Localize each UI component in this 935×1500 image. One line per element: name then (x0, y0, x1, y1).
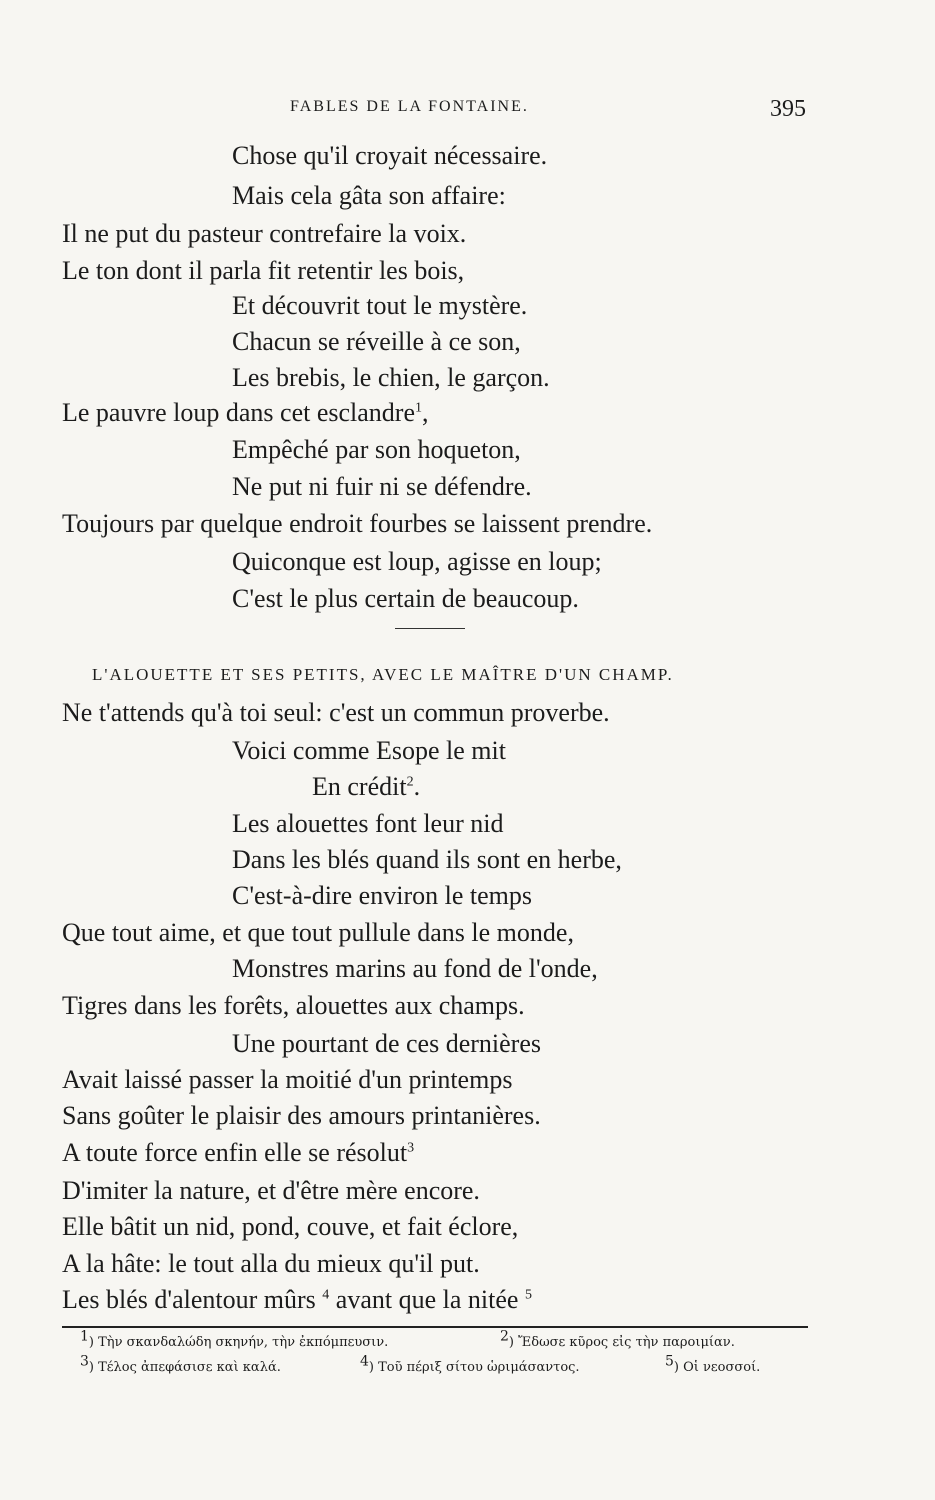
footnote-4: $^4$) Τοῦ πέριξ σίτου ὡριμάσαντος. (360, 1353, 580, 1375)
footnote-rule (62, 1326, 808, 1328)
verse-line: Quiconque est loup, agisse en loup; (232, 547, 602, 576)
footnote-marker: 4 (322, 1287, 330, 1303)
verse-line: C'est le plus certain de beaucoup. (232, 584, 579, 613)
verse-line: Ne t'attends qu'à toi seul: c'est un commun proverbe. (62, 698, 610, 727)
verse-line: Avait laissé passer la moitié d'un printemps (62, 1065, 513, 1094)
verse-line: Les brebis, le chien, le garçon. (232, 363, 550, 392)
footnote-marker: 1 (415, 400, 423, 416)
verse-text: A toute force enfin elle se résolut (62, 1138, 408, 1167)
running-title: FABLES DE LA FONTAINE. (290, 98, 529, 115)
footnote-number: 1 (80, 1328, 89, 1345)
fable-title: L'ALOUETTE ET SES PETITS, AVEC LE MAÎTRE D'UN CHAMP. (92, 665, 674, 684)
footnote-5: $^5$) Οἱ νεοσσοί. (665, 1353, 761, 1375)
footnote-marker: 3 (407, 1140, 415, 1156)
footnote-number: 2 (500, 1328, 509, 1345)
verse-line: En crédit$^2$. (312, 772, 421, 801)
verse-line: Il ne put du pasteur contrefaire la voix. (62, 219, 467, 248)
verse-line: Mais cela gâta son affaire: (232, 181, 506, 210)
verse-text: Les blés d'alentour mûrs (62, 1285, 316, 1314)
verse-line: D'imiter la nature, et d'être mère encore. (62, 1176, 480, 1205)
verse-line: Sans goûter le plaisir des amours printanières. (62, 1101, 541, 1130)
verse-line: Toujours par quelque endroit fourbes se laissent prendre. (62, 509, 653, 538)
section-divider (395, 628, 465, 629)
verse-line: Dans les blés quand ils sont en herbe, (232, 845, 622, 874)
verse-text: Le pauvre loup dans cet esclandre (62, 398, 416, 427)
verse-line (62, 1137, 414, 1169)
verse-text: En crédit (312, 772, 407, 801)
footnote-number: 4 (360, 1353, 369, 1370)
footnote-text: Τὴν σκανδαλώδη σκηνήν, τὴν ἐκπόμπευσιν. (98, 1335, 389, 1350)
footnote-text: Τοῦ πέριξ σίτου ὡριμάσαντος. (378, 1360, 580, 1375)
verse-line: Voici comme Esope le mit (232, 736, 506, 765)
footnote-3: $^3$) Τέλος ἀπεφάσισε καὶ καλά. (80, 1353, 281, 1375)
page-number: 395 (770, 96, 806, 122)
footnote-2: $^2$) Ἔδωσε κῦρος εἰς τὴν παροιμίαν. (500, 1328, 735, 1350)
verse-line: C'est-à-dire environ le temps (232, 881, 532, 910)
footnote-number: 3 (80, 1353, 89, 1370)
verse-line: Chose qu'il croyait nécessaire. (232, 141, 548, 170)
footnote-text: Οἱ νεοσσοί. (683, 1360, 761, 1375)
footnote-marker: 5 (524, 1287, 532, 1303)
verse-line: Que tout aime, et que tout pullule dans le monde, (62, 918, 574, 947)
verse-line: Empêché par son hoqueton, (232, 435, 521, 464)
verse-text: avant que la nitée (335, 1285, 519, 1314)
verse-line: Et découvrit tout le mystère. (232, 291, 528, 320)
verse-line: Monstres marins au fond de l'onde, (232, 954, 598, 983)
verse-line: Chacun se réveille à ce son, (232, 327, 521, 356)
running-head (0, 96, 935, 126)
verse-line: Le ton dont il parla fit retentir les bois, (62, 256, 465, 285)
footnote-1: $^1$) Τὴν σκανδαλώδη σκηνήν, τὴν ἐκπόμπευσιν. (80, 1328, 389, 1350)
verse-line: Une pourtant de ces dernières (232, 1029, 541, 1058)
verse-line: Les alouettes font leur nid (232, 809, 504, 838)
footnote-text: Ἔδωσε κῦρος εἰς τὴν παροιμίαν. (518, 1335, 735, 1350)
footnote-marker: 2 (406, 774, 414, 790)
verse-line: A la hâte: le tout alla du mieux qu'il put. (62, 1249, 480, 1278)
verse-line: Ne put ni fuir ni se défendre. (232, 472, 532, 501)
verse-line: Le pauvre loup dans cet esclandre$^1$, (62, 398, 429, 427)
verse-line: Tigres dans les forêts, alouettes aux champs. (62, 991, 525, 1020)
footnote-text: Τέλος ἀπεφάσισε καὶ καλά. (98, 1360, 281, 1375)
verse-line: Elle bâtit un nid, pond, couve, et fait éclore, (62, 1212, 519, 1241)
verse-line (62, 1284, 532, 1316)
footnote-number: 5 (665, 1353, 674, 1370)
